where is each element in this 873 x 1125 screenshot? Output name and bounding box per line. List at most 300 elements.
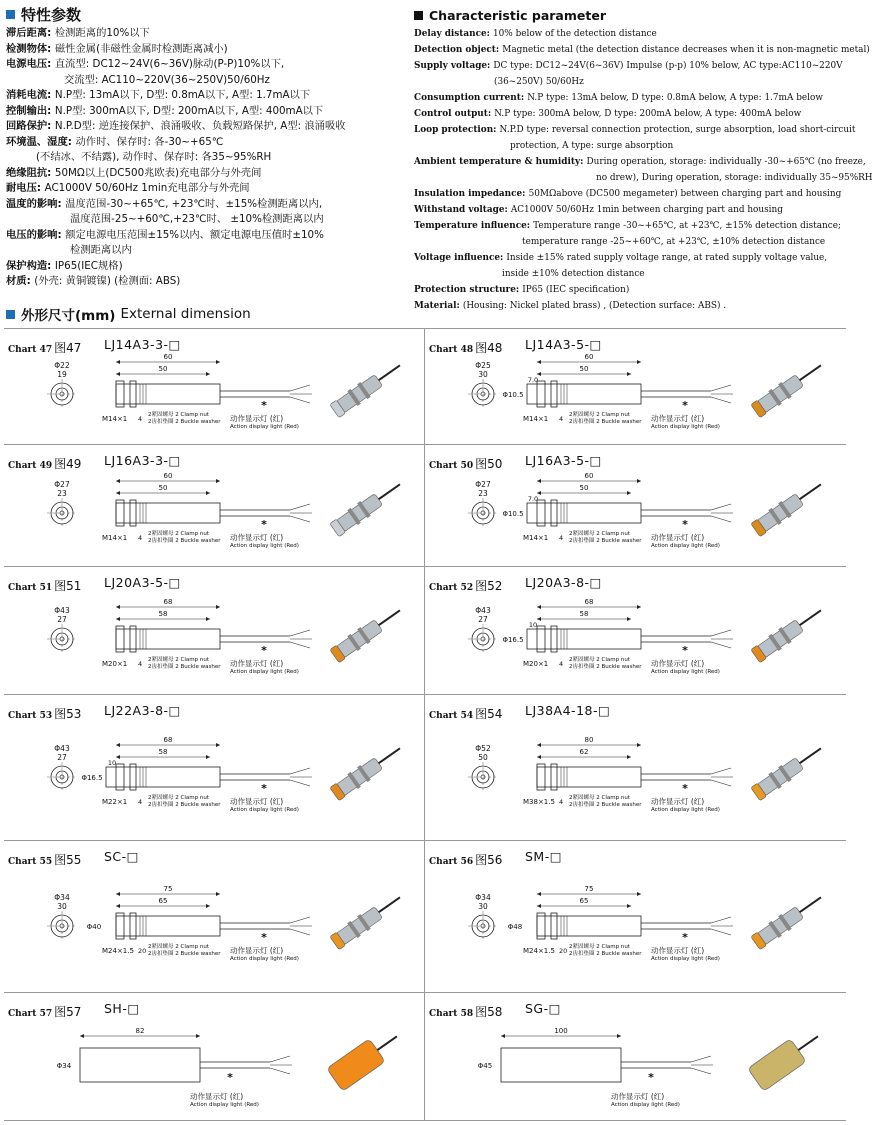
clamp-nut-label: 2紧固螺母 2 Clamp nut	[148, 795, 209, 801]
section-square-icon	[6, 10, 15, 19]
cable-wires	[711, 504, 733, 522]
spec-row	[6, 104, 408, 120]
spec-value: IP65 (IEC specification)	[522, 285, 630, 295]
arrowhead	[116, 372, 120, 376]
arrowhead	[80, 1034, 84, 1038]
spec-value: 直流型: DC12~24V(6~36V)脉动(P-P)10%以下,	[54, 58, 285, 70]
spec-value: 温度范围-30~+65℃, +23℃时、±15%检测距离以内,	[65, 197, 323, 210]
spec-value: 50MΩabove (DC500 megameter) between charging part and housing	[528, 189, 842, 199]
thread-label: M14×1	[102, 415, 128, 423]
model-name: LJ16A3-5-□	[525, 453, 602, 468]
spec-row	[6, 42, 408, 58]
clamp-nut	[116, 764, 124, 790]
washer-label: 2齿扣垫圈 2 Buckle washer	[569, 419, 642, 425]
display-light-label-en: Action display light (Red)	[651, 543, 720, 549]
arrowhead	[216, 892, 220, 896]
figure-number: 图54	[475, 707, 503, 721]
spec-value: N.P type: 300mA below, D type: 200mA below, A type: 400mA below	[494, 109, 802, 119]
thread-label: M24×1.5	[523, 947, 555, 955]
clamp-nut-label: 2紧固螺母 2 Clamp nut	[569, 531, 630, 537]
spec-value: 50MΩ以上(DC500兆欧表)充电部分与外壳间	[54, 166, 262, 179]
photo-housing	[335, 494, 382, 533]
outer-diameter-label: Φ27	[475, 480, 491, 489]
spec-value: temperature range -25~+60℃, at +23℃, ±10% detection distance	[522, 237, 826, 247]
product-photo	[750, 477, 826, 538]
arrowhead	[627, 755, 631, 759]
spec-value: 额定电源电压范围±15%以内、额定电源电压值时±10%	[65, 228, 324, 241]
dimension-drawing	[425, 445, 846, 567]
spec-label: 检测物体:	[6, 42, 55, 55]
arrowhead	[537, 360, 541, 364]
chart-number: Chart 48	[429, 345, 474, 355]
thread-label: M14×1	[523, 534, 549, 542]
washer-label: 2齿扣垫圈 2 Buckle washer	[148, 419, 221, 425]
body-length-label: 58	[579, 610, 589, 618]
washer-label: 2齿扣垫圈 2 Buckle washer	[148, 951, 221, 957]
cable-wires	[711, 385, 733, 403]
arrowhead	[206, 491, 210, 495]
body-length-label: 58	[158, 610, 168, 618]
arrowhead	[116, 904, 120, 908]
cable-wires	[691, 1056, 713, 1074]
spec-value: N.P型: 300mA以下, D型: 200mA以下, A型: 400mA以下	[54, 104, 324, 117]
arrowhead	[537, 904, 541, 908]
arrowhead	[637, 605, 641, 609]
spec-row	[6, 57, 408, 73]
display-light-label-cn: 动作显示灯 (红)	[230, 533, 284, 542]
clamp-nut	[551, 500, 557, 526]
chart-cell	[4, 841, 425, 993]
dimension-drawing	[4, 329, 425, 445]
chart-number: Chart 56	[429, 857, 474, 867]
clamp-nut-label: 2紧固螺母 2 Clamp nut	[148, 944, 209, 950]
inner-size-label: 23	[57, 489, 67, 498]
chart-number: Chart 54	[429, 711, 474, 721]
spec-value: During operation, storage: individually -30~+65℃ (no freeze,	[586, 157, 866, 167]
front-length-label: 10	[528, 621, 538, 629]
model-name: SM-□	[525, 849, 563, 864]
spec-row	[6, 243, 408, 259]
thread-label: M22×1	[102, 798, 128, 806]
chart-number: Chart 52	[429, 583, 474, 593]
outer-diameter-label: Φ52	[475, 744, 491, 753]
front-length-label: 7.0	[527, 376, 539, 384]
arrowhead	[206, 755, 210, 759]
model-name: SG-□	[525, 1001, 561, 1016]
display-light-label-en: Action display light (Red)	[230, 424, 299, 430]
thread-label: M24×1.5	[102, 947, 134, 955]
outer-diameter-label: Φ22	[54, 361, 70, 370]
arrowhead	[116, 755, 120, 759]
display-light-label-cn: 动作显示灯 (红)	[651, 414, 705, 423]
spec-value: N.P type: 13mA below, D type: 0.8mA below, A type: 1.7mA below	[527, 93, 823, 103]
nut-thickness-label: 4	[559, 798, 564, 806]
body-length-label: 50	[579, 365, 589, 373]
arrowhead	[116, 743, 120, 747]
spec-row	[6, 73, 408, 89]
spec-row	[6, 212, 408, 228]
washer-label: 2齿扣垫圈 2 Buckle washer	[569, 802, 642, 808]
outer-diameter-label: Φ25	[475, 361, 491, 370]
display-light-label-cn: 动作显示灯 (红)	[651, 533, 705, 542]
arrowhead	[637, 360, 641, 364]
inner-size-label: 30	[478, 902, 488, 911]
arrowhead	[206, 617, 210, 621]
spec-label: Temperature influence:	[414, 221, 534, 231]
chart-number: Chart 57	[8, 1009, 53, 1019]
arrowhead	[537, 892, 541, 896]
clamp-nut	[537, 500, 545, 526]
clamp-nut	[551, 913, 557, 939]
spec-value: 交流型: AC110~220V(36~250V)50/60Hz	[64, 73, 270, 86]
inner-size-label: 50	[478, 753, 488, 762]
nut-thickness-label: 4	[559, 534, 564, 542]
arrowhead	[206, 372, 210, 376]
spec-value: N.P.D型: 逆连接保护、浪涌吸收、负载短路保护, A型: 浪涌吸收	[54, 120, 346, 132]
dimension-drawing	[4, 445, 425, 567]
photo-housing	[756, 758, 803, 797]
spec-row	[414, 106, 848, 122]
display-light-label-cn: 动作显示灯 (红)	[230, 797, 284, 806]
spec-label: Consumption current:	[414, 93, 528, 103]
chart-cell	[4, 445, 425, 567]
outer-diameter-label: Φ43	[475, 606, 491, 615]
light-marker: *	[261, 644, 267, 657]
spec-row	[414, 138, 848, 154]
model-name: LJ20A3-8-□	[525, 575, 602, 590]
inner-size-label: 23	[478, 489, 488, 498]
thread-label: M38×1.5	[523, 798, 555, 806]
display-light-label-en: Action display light (Red)	[190, 1102, 259, 1108]
clamp-nut	[116, 913, 124, 939]
body-length-label: 62	[579, 748, 589, 756]
cable-wires	[290, 630, 312, 648]
clamp-nut	[130, 913, 136, 939]
photo-housing	[335, 758, 382, 797]
chart-cell	[425, 329, 846, 445]
spec-value: 检测距离以内	[70, 244, 132, 256]
spec-row	[6, 88, 408, 104]
body-length-label: 50	[158, 365, 168, 373]
dimension-drawing	[4, 841, 425, 993]
spec-label: 控制输出:	[6, 104, 55, 117]
light-marker: *	[682, 644, 688, 657]
spec-row	[6, 274, 408, 290]
front-diameter-label: Φ10.5	[502, 391, 524, 399]
clamp-nut-label: 2紧固螺母 2 Clamp nut	[569, 657, 630, 663]
display-light-label-cn: 动作显示灯 (红)	[651, 797, 705, 806]
spec-value: (外壳: 黄铜镀镍) (检测面: ABS)	[34, 275, 181, 287]
spec-row	[6, 150, 408, 166]
spec-value: 检测距离的10%以下	[54, 27, 150, 39]
display-light-label-en: Action display light (Red)	[611, 1102, 680, 1108]
arrowhead	[216, 360, 220, 364]
total-length-label: 60	[584, 472, 594, 480]
figure-number: 图53	[54, 707, 82, 721]
display-light-label-cn: 动作显示灯 (红)	[230, 659, 284, 668]
chart-number: Chart 47	[8, 345, 53, 355]
arrowhead	[116, 360, 120, 364]
clamp-nut-label: 2紧固螺母 2 Clamp nut	[148, 657, 209, 663]
figure-number: 图57	[54, 1005, 82, 1019]
spec-value: (不结冰、不结露), 动作时、保存时: 各35~95%RH	[36, 151, 272, 163]
clamp-nut	[537, 764, 545, 790]
washer-label: 2齿扣垫圈 2 Buckle washer	[148, 802, 221, 808]
figure-number: 图49	[54, 457, 82, 471]
cable-wires	[711, 630, 733, 648]
spec-label: 温度的影响:	[6, 197, 66, 210]
display-light-label-cn: 动作显示灯 (红)	[651, 659, 705, 668]
total-length-label: 80	[584, 736, 594, 744]
ext-dim-title-cn: 外形尺寸(mm)	[21, 308, 116, 324]
spec-label: Detection object:	[414, 45, 503, 55]
product-photo	[329, 741, 405, 802]
thread-label: M14×1	[102, 534, 128, 542]
clamp-nut-label: 2紧固螺母 2 Clamp nut	[148, 412, 209, 418]
arrowhead	[537, 743, 541, 747]
product-photo	[329, 890, 405, 951]
arrowhead	[116, 892, 120, 896]
cable-wires	[290, 917, 312, 935]
dimension-drawing	[4, 695, 425, 841]
figure-number: 图47	[54, 341, 82, 355]
nut-thickness-label: 4	[138, 415, 143, 423]
display-light-label-cn: 动作显示灯 (红)	[651, 946, 705, 955]
spec-value: Temperature range -30~+65℃, at +23℃, ±15% detection distance;	[533, 221, 841, 231]
arrowhead	[627, 372, 631, 376]
nut-thickness-label: 4	[559, 660, 564, 668]
spec-value: inside ±10% detection distance	[502, 269, 645, 279]
cn-spec-header	[6, 4, 81, 25]
spec-row	[414, 234, 848, 250]
spec-label: 环境温、湿度:	[6, 135, 76, 148]
spec-row	[6, 259, 408, 275]
en-spec-header	[414, 8, 606, 23]
display-light-label-en: Action display light (Red)	[230, 807, 299, 813]
clamp-nut	[551, 381, 557, 407]
spec-row	[414, 74, 848, 90]
arrowhead	[537, 605, 541, 609]
figure-number: 图50	[475, 457, 503, 471]
display-light-label-en: Action display light (Red)	[651, 807, 720, 813]
spec-row	[414, 218, 848, 234]
cn-spec-list	[6, 26, 408, 326]
light-marker: *	[682, 782, 688, 795]
arrowhead	[537, 479, 541, 483]
total-length-label: 100	[554, 1027, 568, 1035]
inner-size-label: 27	[57, 753, 67, 762]
arrowhead	[501, 1034, 505, 1038]
washer-label: 2齿扣垫圈 2 Buckle washer	[569, 538, 642, 544]
nut-thickness-label: 20	[138, 947, 147, 955]
section-square-icon	[6, 310, 15, 319]
product-photo	[748, 1025, 826, 1092]
display-light-label-en: Action display light (Red)	[230, 956, 299, 962]
arrowhead	[116, 491, 120, 495]
inner-size-label: 30	[478, 370, 488, 379]
outer-diameter-label: Φ34	[475, 893, 491, 902]
flange-diameter-label: Φ40	[86, 923, 102, 931]
dimension-drawing	[425, 841, 846, 993]
spec-row	[414, 298, 848, 314]
arrowhead	[637, 479, 641, 483]
light-marker: *	[261, 931, 267, 944]
light-marker: *	[227, 1071, 233, 1084]
arrowhead	[216, 605, 220, 609]
washer-label: 2齿扣垫圈 2 Buckle washer	[569, 951, 642, 957]
spec-row	[414, 170, 873, 186]
display-light-label-en: Action display light (Red)	[651, 669, 720, 675]
cable-wires	[290, 768, 312, 786]
spec-row	[6, 197, 408, 213]
spec-value: (Housing: Nickel plated brass) , (Detection surface: ABS) .	[462, 301, 727, 311]
photo-housing	[335, 375, 382, 414]
chart-cell	[425, 993, 846, 1121]
chart-number: Chart 55	[8, 857, 53, 867]
display-light-label-cn: 动作显示灯 (红)	[611, 1092, 665, 1101]
spec-row	[6, 135, 408, 151]
spec-row	[414, 154, 866, 170]
nut-thickness-label: 20	[559, 947, 568, 955]
product-photo	[329, 603, 405, 664]
dimension-drawing	[425, 695, 846, 841]
arrowhead	[537, 617, 541, 621]
model-name: LJ16A3-3-□	[104, 453, 181, 468]
spec-label: 绝缘阻抗:	[6, 166, 55, 179]
light-marker: *	[261, 518, 267, 531]
product-photo	[327, 1025, 405, 1092]
clamp-nut	[116, 500, 124, 526]
spec-label: Control output:	[414, 109, 495, 119]
arrowhead	[637, 892, 641, 896]
figure-number: 图51	[54, 579, 82, 593]
spec-row	[414, 42, 870, 58]
spec-label: Ambient temperature & humidity:	[414, 157, 587, 167]
total-length-label: 60	[584, 353, 594, 361]
product-photo	[329, 477, 405, 538]
flange-diameter-label: Φ48	[507, 923, 523, 931]
body-length-label: 50	[158, 484, 168, 492]
spec-row	[414, 250, 848, 266]
body-length-label: 58	[158, 748, 168, 756]
product-photo	[750, 603, 826, 664]
chart-number: Chart 49	[8, 461, 53, 471]
spec-row	[414, 26, 848, 42]
spec-label: 材质:	[6, 275, 35, 287]
total-length-label: 60	[163, 353, 173, 361]
display-light-label-en: Action display light (Red)	[230, 669, 299, 675]
photo-housing	[327, 1039, 386, 1092]
ext-dim-title-en: External dimension	[120, 306, 251, 322]
spec-value: AC1000V 50/60Hz 1min充电部分与外壳间	[44, 182, 250, 194]
spec-label: 消耗电流:	[6, 89, 55, 101]
outer-diameter-label: Φ34	[54, 893, 70, 902]
spec-label: Material:	[414, 301, 463, 311]
cable-wires	[290, 385, 312, 403]
photo-cable	[800, 484, 821, 499]
cable-wires	[290, 504, 312, 522]
arrowhead	[537, 755, 541, 759]
figure-number: 图48	[475, 341, 503, 355]
display-light-label-en: Action display light (Red)	[230, 543, 299, 549]
washer-label: 2齿扣垫圈 2 Buckle washer	[569, 664, 642, 670]
arrowhead	[617, 1034, 621, 1038]
light-marker: *	[261, 399, 267, 412]
photo-housing	[748, 1039, 807, 1092]
clamp-nut	[130, 764, 136, 790]
total-length-label: 60	[163, 472, 173, 480]
model-name: LJ14A3-3-□	[104, 337, 181, 352]
chart-number: Chart 51	[8, 583, 53, 593]
spec-label: 滞后距离:	[6, 27, 55, 39]
inner-size-label: 27	[478, 615, 488, 624]
chart-cell	[4, 567, 425, 695]
total-length-label: 75	[584, 885, 594, 893]
outer-diameter-label: Φ43	[54, 744, 70, 753]
dimension-drawing	[425, 567, 846, 695]
spec-label: Supply voltage:	[414, 61, 494, 71]
display-light-label-en: Action display light (Red)	[651, 956, 720, 962]
sensor-body	[80, 1048, 200, 1082]
en-spec-title: Characteristic parameter	[429, 8, 606, 23]
thread-label: M20×1	[102, 660, 128, 668]
front-diameter-label: Φ16.5	[81, 774, 103, 782]
chart-cell	[425, 445, 846, 567]
model-name: LJ14A3-5-□	[525, 337, 602, 352]
spec-value: 10% below of the detection distance	[493, 29, 657, 39]
body-diameter-label: Φ34	[56, 1062, 72, 1070]
spec-label: 电源电压:	[6, 58, 55, 70]
arrowhead	[627, 617, 631, 621]
en-spec-list	[414, 26, 873, 311]
thread-label: M20×1	[523, 660, 549, 668]
cn-spec-title: 特性参数	[21, 6, 82, 24]
spec-value: 动作时、保存时: 各-30~+65℃	[75, 135, 224, 148]
spec-value: IP65(IEC规格)	[54, 259, 123, 272]
outer-diameter-label: Φ27	[54, 480, 70, 489]
display-light-label-cn: 动作显示灯 (红)	[230, 414, 284, 423]
clamp-nut-label: 2紧固螺母 2 Clamp nut	[569, 795, 630, 801]
spec-label: Voltage influence:	[414, 253, 507, 263]
light-marker: *	[682, 931, 688, 944]
thread-label: M14×1	[523, 415, 549, 423]
photo-cable	[377, 1036, 397, 1050]
clamp-nut	[130, 500, 136, 526]
total-length-label: 68	[163, 736, 173, 744]
spec-label: Delay distance:	[414, 29, 494, 39]
photo-cable	[800, 748, 821, 763]
product-photo	[750, 358, 826, 419]
photo-housing	[756, 907, 803, 946]
chart-cell	[4, 695, 425, 841]
nut-thickness-label: 4	[138, 798, 143, 806]
photo-cable	[379, 484, 400, 499]
total-length-label: 82	[135, 1027, 145, 1035]
light-marker: *	[648, 1071, 654, 1084]
spec-value: N.P.D type: reversal connection protection, surge absorption, load short-circuit	[499, 125, 856, 135]
spec-label: Withstand voltage:	[414, 205, 511, 215]
section-square-icon	[414, 11, 423, 20]
spec-value: 磁性金属(非磁性金属时检测距离减小)	[54, 42, 228, 55]
product-photo	[750, 890, 826, 951]
dimension-sheet	[4, 328, 846, 1121]
photo-cable	[800, 365, 821, 380]
photo-housing	[756, 620, 803, 659]
photo-cable	[379, 897, 400, 912]
spec-row	[414, 202, 848, 218]
photo-cable	[798, 1036, 818, 1050]
nut-thickness-label: 4	[559, 415, 564, 423]
